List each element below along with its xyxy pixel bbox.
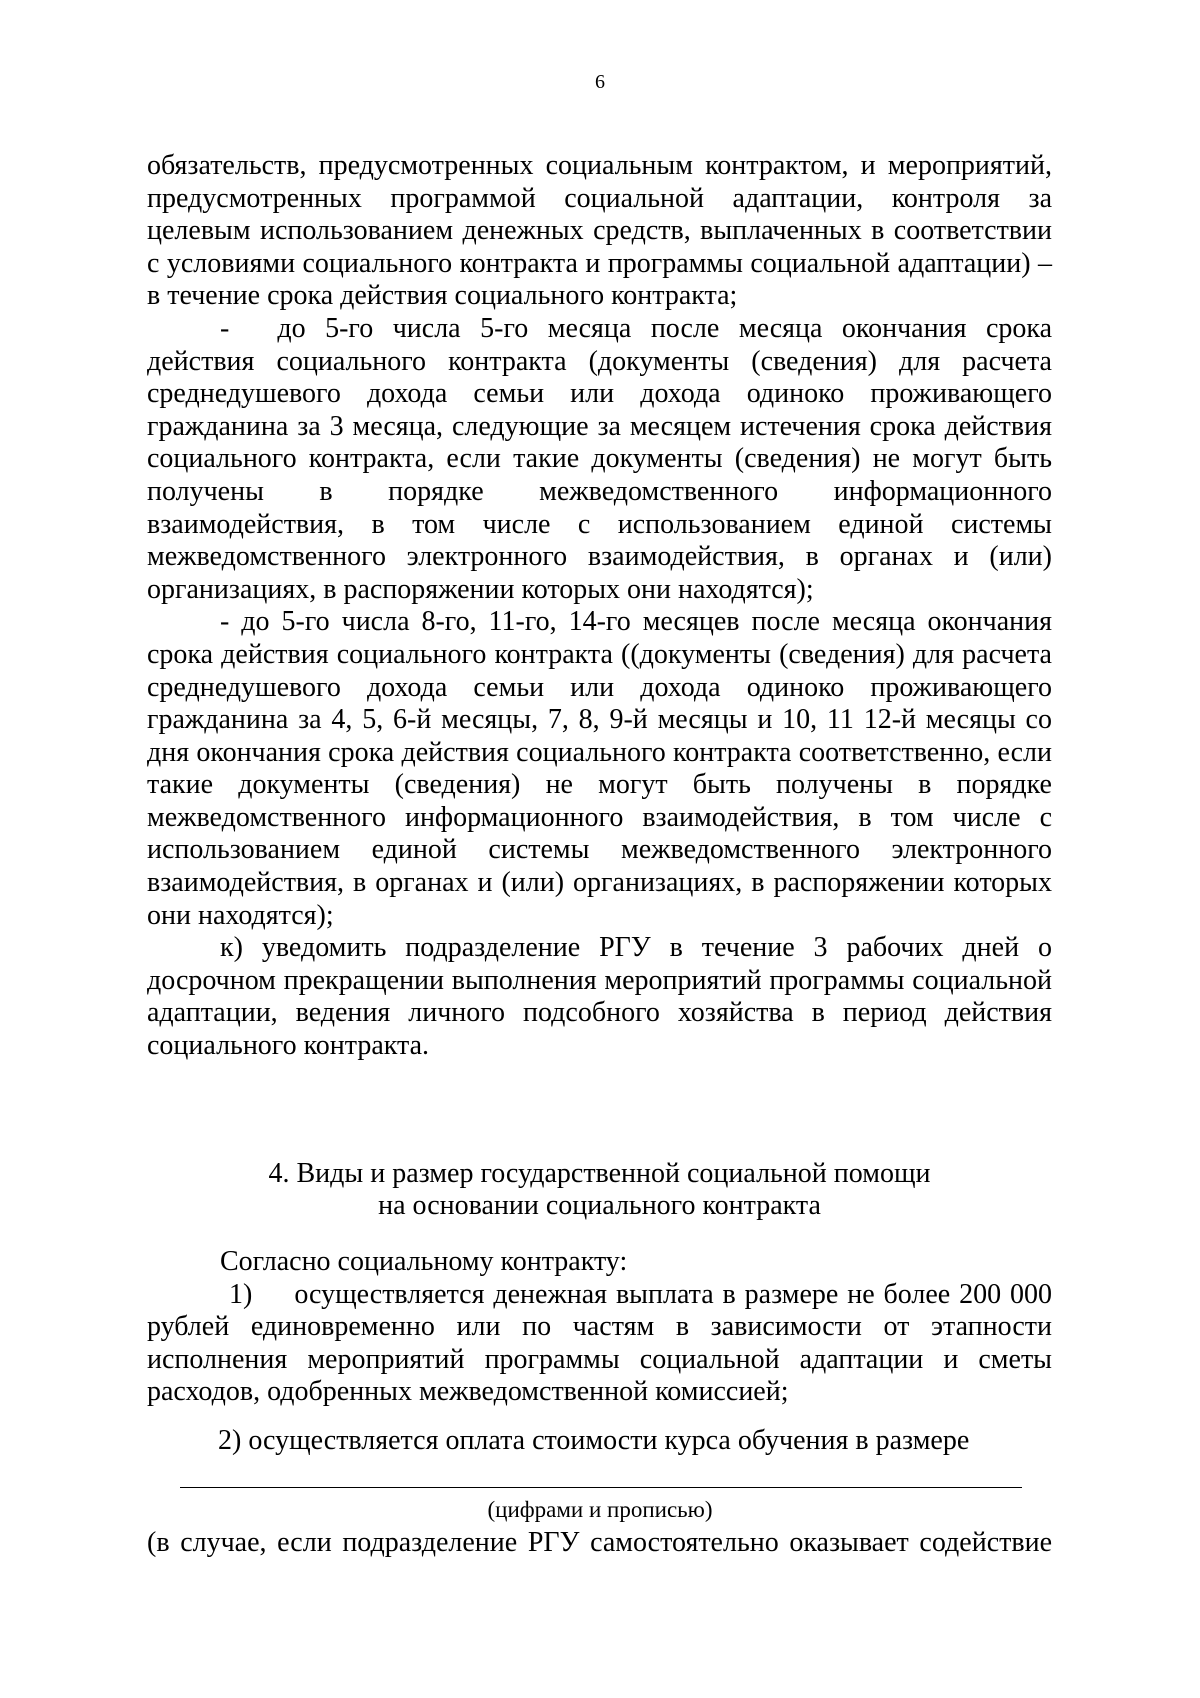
section-4-heading	[147, 1158, 1052, 1222]
paragraph-continuation-line: (в случае, если подразделение РГУ самостоятельно оказывает содействие	[147, 1527, 1052, 1558]
section-4-item-2: 2) осуществляется оплата стоимости курса обучения в размере	[218, 1424, 970, 1456]
item-1-text: осуществляется денежная выплата в размере не более 200 000 рублей единовременно или по частям в зависимости от этапности исполнения мероприятий программы социальной адаптации и сметы расходов, одобренных межведомственной комиссией;	[147, 1278, 1052, 1408]
page-number: 6	[595, 71, 605, 93]
paragraph-deadline-later-months: - до 5-го числа 8-го, 11-го, 14-го месяцев после месяца окончания срока действия социального контракта ((документы (сведения) для расчета среднедушевого дохода семьи или дохода одиноко проживающего гражданина за 4, 5, 6-й месяцы, 7, 8, 9-й месяцы и 10, 11 12-й месяцы со дня окончания срока действия социального контракта соответственно, если такие документы (сведения) не могут быть получены в порядке межведомственного информационного взаимодействия, в том числе с использованием единой системы межведомственного электронного взаимодействия, в органах и (или) организациях, в распоряжении которых они находятся);	[147, 606, 1052, 931]
paragraph-obligations-tail: обязательств, предусмотренных социальным контрактом, и мероприятий, предусмотренных программой социальной адаптации, контроля за целевым использованием денежных средств, выплаченных в соответствии с условиями социального контракта и программы социальной адаптации) – в течение срока действия социального контракта;	[147, 150, 1052, 312]
item-1-number: 1)	[229, 1278, 253, 1310]
fill-in-blank-line	[180, 1487, 1022, 1488]
continuation-text	[147, 150, 1052, 1063]
paragraph-deadline-5th-month-text: до 5-го числа 5-го месяца после месяца окончания срока действия социального контракта (документы (сведения) для расчета среднедушевого дохода семьи или дохода одиноко проживающего гражданина за 3 месяца, следующие за месяцем истечения срока действия социального контракта, если такие документы (сведения) не могут быть получены в порядке межведомственного информационного взаимодействия, в том числе с использованием единой системы межведомственного электронного взаимодействия, в органах и (или) организациях, в распоряжении которых они находятся);	[147, 312, 1052, 605]
section-4-intro: Согласно социальному контракту:	[220, 1246, 628, 1277]
list-dash: -	[220, 312, 230, 344]
section-4-heading-line-2: на основании социального контракта	[378, 1190, 821, 1221]
paragraph-deadline-5th-month	[147, 313, 1052, 606]
section-4-body	[147, 1246, 1052, 1458]
section-4-heading-line-1: 4. Виды и размер государственной социальной помощи	[268, 1158, 931, 1189]
paragraph-notify-early-termination: к) уведомить подразделение РГУ в течение 3 рабочих дней о досрочном прекращении выполнения мероприятий программы социальной адаптации, ведения личного подсобного хозяйства в период действия социального контракта.	[147, 932, 1052, 1062]
fill-in-caption: (цифрами и прописью)	[487, 1497, 713, 1522]
section-4-item-1	[147, 1279, 1052, 1409]
